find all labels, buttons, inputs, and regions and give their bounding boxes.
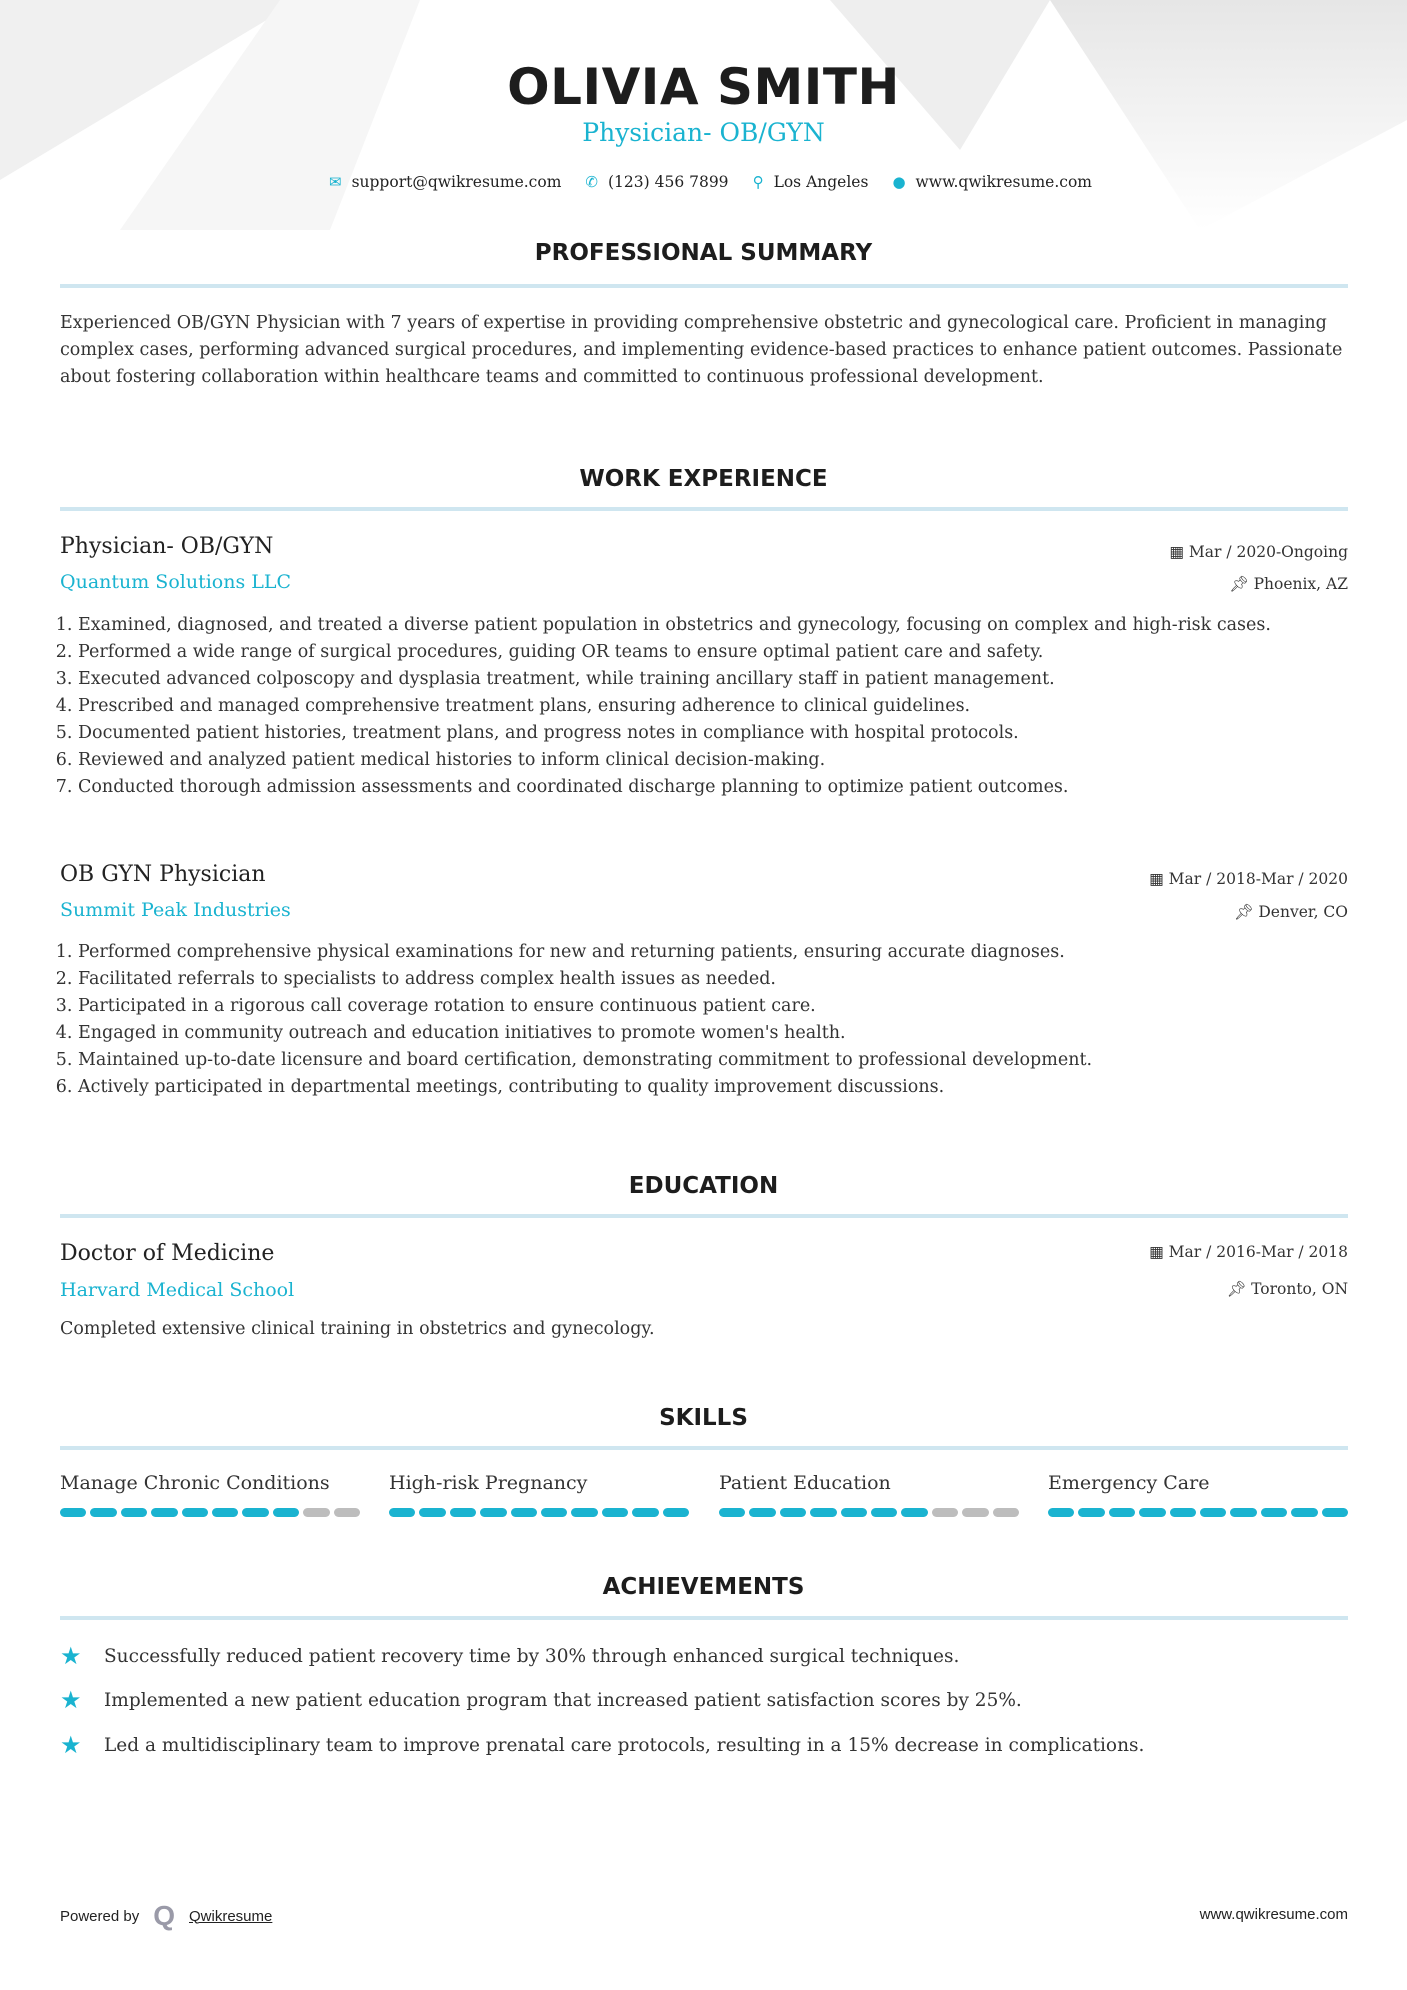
- job-bullets: [60, 612, 1355, 801]
- job-dates: [1149, 870, 1348, 888]
- dates-text: Mar / 2020-Ongoing: [1188, 543, 1348, 561]
- skill-segment-filled: [871, 1508, 897, 1517]
- skill-segment-filled: [212, 1508, 238, 1517]
- job-dates: [1169, 543, 1348, 561]
- skill-segment-filled: [780, 1508, 806, 1517]
- star-icon: ★: [60, 1731, 82, 1759]
- pushpin-icon: 📌︎: [1226, 1280, 1252, 1298]
- footer-powered-by: [60, 1900, 272, 1932]
- list-item: 2. Facilitated referrals to specialists to address complex health issues as needed.: [78, 966, 1355, 993]
- achievement-item: [60, 1686, 1022, 1714]
- pushpin-icon: 📌︎: [1228, 575, 1254, 593]
- skill-segment-filled: [541, 1508, 567, 1517]
- skill-name: Manage Chronic Conditions: [60, 1472, 330, 1494]
- candidate-title: Physician- OB/GYN: [582, 118, 825, 147]
- list-item: 3. Executed advanced colposcopy and dysplasia treatment, while training ancillary staff in patient management.: [78, 666, 1355, 693]
- calendar-icon: ▦: [1149, 1243, 1169, 1261]
- star-icon: ★: [60, 1686, 82, 1714]
- skill-segment-filled: [1261, 1508, 1287, 1517]
- list-item: 6. Reviewed and analyzed patient medical histories to inform clinical decision-making.: [78, 747, 1355, 774]
- section-heading-summary: PROFESSIONAL SUMMARY: [534, 240, 873, 266]
- contact-bar: [0, 173, 1407, 191]
- list-item: 7. Conducted thorough admission assessments and coordinated discharge planning to optimize patient outcomes.: [78, 774, 1355, 801]
- list-item: 4. Engaged in community outreach and education initiatives to promote women's health.: [78, 1020, 1355, 1047]
- email[interactable]: support@qwikresume.com: [351, 173, 562, 191]
- skill-segment-filled: [602, 1508, 628, 1517]
- list-item: 5. Maintained up-to-date licensure and board certification, demonstrating commitment to professional development.: [78, 1047, 1355, 1074]
- candidate-name: OLIVIA SMITH: [507, 58, 900, 116]
- skill-segment-filled: [1230, 1508, 1256, 1517]
- education-description: Completed extensive clinical training in obstetrics and gynecology.: [60, 1319, 655, 1339]
- skill-segment-filled: [450, 1508, 476, 1517]
- skill-segment-filled: [90, 1508, 116, 1517]
- location-text: Denver, CO: [1258, 903, 1348, 921]
- achievement-text: Implemented a new patient education program that increased patient satisfaction scores by 25%.: [104, 1689, 1022, 1711]
- website[interactable]: www.qwikresume.com: [915, 173, 1092, 191]
- skill-segment-filled: [60, 1508, 86, 1517]
- skill-segment-filled: [273, 1508, 299, 1517]
- list-item: 1. Examined, diagnosed, and treated a diverse patient population in obstetrics and gynecology, focusing on complex and high-risk cases.: [78, 612, 1355, 639]
- divider: [60, 1214, 1348, 1218]
- pushpin-icon: 📌︎: [1233, 903, 1259, 921]
- list-item: 2. Performed a wide range of surgical procedures, guiding OR teams to ensure optimal patient care and safety.: [78, 639, 1355, 666]
- skill-segment-filled: [1170, 1508, 1196, 1517]
- job-location: [1229, 575, 1348, 593]
- skill-segment-empty: [993, 1508, 1019, 1517]
- achievement-item: [60, 1642, 959, 1670]
- list-item: 4. Prescribed and managed comprehensive treatment plans, ensuring adherence to clinical guidelines.: [78, 693, 1355, 720]
- skill-name: High-risk Pregnancy: [389, 1472, 588, 1494]
- divider: [60, 1446, 1348, 1450]
- location-pin-icon: ⚲: [752, 173, 764, 191]
- skill-segment-filled: [901, 1508, 927, 1517]
- phone-icon: ✆: [585, 173, 598, 191]
- job-company: Quantum Solutions LLC: [60, 571, 292, 593]
- calendar-icon: ▦: [1169, 543, 1189, 561]
- skill-item: [1048, 1472, 1348, 1517]
- skill-segment-filled: [749, 1508, 775, 1517]
- skill-segment-filled: [1291, 1508, 1317, 1517]
- achievement-text: Successfully reduced patient recovery time by 30% through enhanced surgical techniques.: [104, 1645, 960, 1667]
- powered-by-label: Powered by: [60, 1907, 140, 1925]
- job-title: Physician- OB/GYN: [60, 534, 274, 559]
- location: Los Angeles: [773, 173, 869, 191]
- skill-segment-filled: [810, 1508, 836, 1517]
- job-bullets: [60, 939, 1355, 1101]
- skill-segment-filled: [121, 1508, 147, 1517]
- skill-segment-filled: [480, 1508, 506, 1517]
- skill-segment-filled: [1048, 1508, 1074, 1517]
- qwikresume-logo-icon: Q: [153, 1900, 175, 1931]
- skill-level-bar: [719, 1508, 1019, 1517]
- skill-segment-filled: [632, 1508, 658, 1517]
- brand-link[interactable]: Qwikresume: [189, 1907, 273, 1925]
- school: Harvard Medical School: [60, 1279, 295, 1301]
- job-company: Summit Peak Industries: [60, 899, 291, 921]
- education-dates: [1149, 1243, 1348, 1261]
- skill-item: [60, 1472, 360, 1517]
- section-heading-skills: SKILLS: [659, 1405, 748, 1431]
- list-item: 5. Documented patient histories, treatment plans, and progress notes in compliance with hospital protocols.: [78, 720, 1355, 747]
- skill-segment-filled: [511, 1508, 537, 1517]
- skill-segment-filled: [663, 1508, 689, 1517]
- skill-segment-filled: [719, 1508, 745, 1517]
- list-item: 1. Performed comprehensive physical examinations for new and returning patients, ensuring accurate diagnoses.: [78, 939, 1355, 966]
- education-location: [1227, 1280, 1348, 1298]
- star-icon: ★: [60, 1642, 82, 1670]
- skill-segment-filled: [1109, 1508, 1135, 1517]
- divider: [60, 1616, 1348, 1620]
- skill-segment-filled: [1139, 1508, 1165, 1517]
- skill-segment-filled: [419, 1508, 445, 1517]
- skill-name: Emergency Care: [1048, 1472, 1210, 1494]
- skill-item: [719, 1472, 1019, 1517]
- footer-website[interactable]: www.qwikresume.com: [1199, 1906, 1348, 1923]
- list-item: 3. Participated in a rigorous call coverage rotation to ensure continuous patient care.: [78, 993, 1355, 1020]
- skill-segment-filled: [151, 1508, 177, 1517]
- section-heading-education: EDUCATION: [628, 1173, 779, 1199]
- skill-segment-filled: [242, 1508, 268, 1517]
- skill-segment-filled: [571, 1508, 597, 1517]
- skill-segment-empty: [303, 1508, 329, 1517]
- email-icon: ✉: [329, 173, 342, 191]
- skill-segment-filled: [1200, 1508, 1226, 1517]
- skill-item: [389, 1472, 689, 1517]
- skill-segment-filled: [841, 1508, 867, 1517]
- job-location: [1234, 903, 1348, 921]
- list-item: 6. Actively participated in departmental meetings, contributing to quality improvement discussions.: [78, 1074, 1355, 1101]
- achievement-text: Led a multidisciplinary team to improve prenatal care protocols, resulting in a 15% decrease in complications.: [104, 1734, 1145, 1756]
- skill-segment-empty: [962, 1508, 988, 1517]
- globe-icon: ●: [892, 173, 906, 191]
- skill-level-bar: [60, 1508, 360, 1517]
- skill-segment-empty: [334, 1508, 360, 1517]
- skill-level-bar: [1048, 1508, 1348, 1517]
- skill-segment-filled: [1322, 1508, 1348, 1517]
- dates-text: Mar / 2018-Mar / 2020: [1168, 870, 1348, 888]
- section-heading-achievements: ACHIEVEMENTS: [602, 1574, 805, 1600]
- achievement-item: [60, 1731, 1144, 1759]
- degree: Doctor of Medicine: [60, 1241, 275, 1266]
- location-text: Toronto, ON: [1251, 1280, 1348, 1298]
- phone: (123) 456 7899: [607, 173, 729, 191]
- divider: [60, 284, 1348, 288]
- skill-name: Patient Education: [719, 1472, 891, 1494]
- location-text: Phoenix, AZ: [1253, 575, 1348, 593]
- section-heading-experience: WORK EXPERIENCE: [579, 466, 828, 492]
- skill-segment-filled: [1078, 1508, 1104, 1517]
- divider: [60, 507, 1348, 511]
- job-title: OB GYN Physician: [60, 862, 266, 887]
- skill-segment-filled: [389, 1508, 415, 1517]
- skill-segment-filled: [182, 1508, 208, 1517]
- calendar-icon: ▦: [1149, 870, 1169, 888]
- skill-level-bar: [389, 1508, 689, 1517]
- dates-text: Mar / 2016-Mar / 2018: [1168, 1243, 1348, 1261]
- summary-text: Experienced OB/GYN Physician with 7 years of expertise in providing comprehensive obstetric and gynecological care. Proficient in managing complex cases, performing advanced surgical procedures, and implementing evidence-based practices to enhance patient outcomes. Passionate about fostering collaboration within healthcare teams and committed to continuous professional development.: [60, 313, 1343, 387]
- skill-segment-empty: [932, 1508, 958, 1517]
